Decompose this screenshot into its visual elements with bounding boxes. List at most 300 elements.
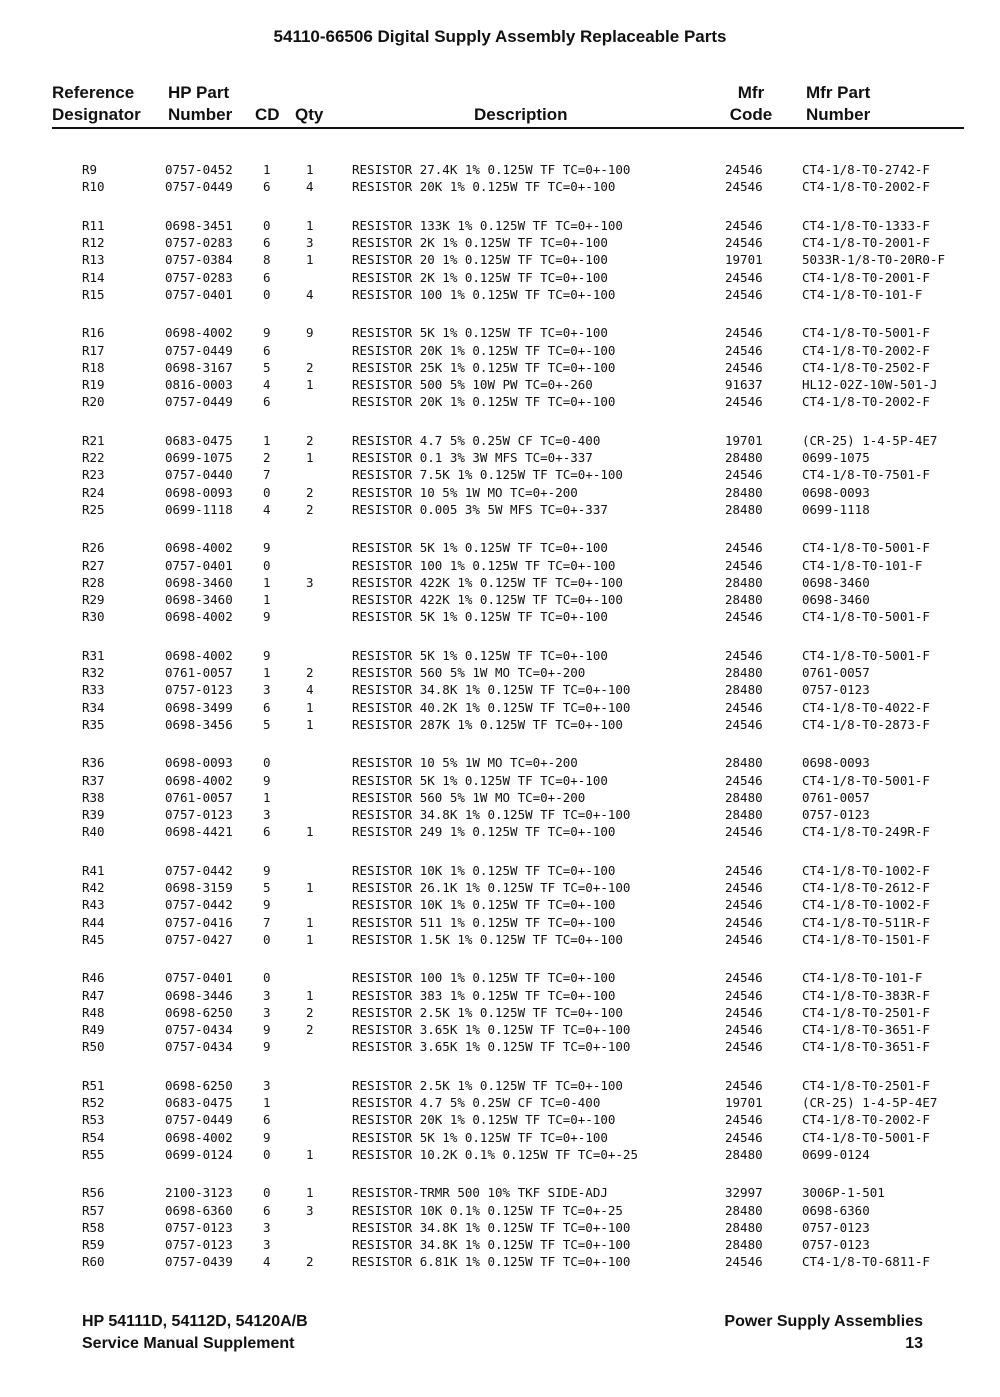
ref-cell: R34: [82, 699, 105, 715]
header-mfrpart-line2: Number: [806, 105, 871, 124]
cd-cell: 4: [263, 377, 271, 392]
ref-cell: R41: [82, 862, 105, 878]
mfr-part-cell: CT4-1/8-T0-383R-F: [802, 987, 930, 1003]
ref-cell: R25: [82, 501, 105, 517]
mfr-part-cell: CT4-1/8-T0-249R-F: [802, 824, 930, 840]
ref-cell: R48: [82, 1004, 105, 1020]
mfr-part-cell: CT4-1/8-T0-3651-F: [802, 1039, 930, 1055]
part-number-cell: 0698-4002: [165, 772, 233, 788]
part-number-cell: 0757-0439: [165, 1254, 233, 1270]
mfr-part-cell: CT4-1/8-T0-2002-F: [802, 342, 930, 358]
description-cell: RESISTOR 20K 1% 0.125W TF TC=0+-100: [352, 342, 616, 358]
cd-cell: 6: [263, 699, 271, 715]
qty-cell: 1: [306, 1146, 314, 1162]
mfr-part-cell: CT4-1/8-T0-4022-F: [802, 699, 930, 715]
description-cell: RESISTOR 34.8K 1% 0.125W TF TC=0+-100: [352, 1237, 631, 1252]
ref-cell: R53: [82, 1112, 105, 1128]
part-number-cell: 0698-4421: [165, 824, 233, 840]
ref-cell: R27: [82, 557, 105, 573]
qty-cell: 1: [306, 162, 314, 177]
cd-cell: 9: [263, 325, 271, 341]
part-number-cell: 0757-0283: [165, 235, 233, 251]
qty-cell: 1: [306, 931, 314, 947]
part-number-cell: 0757-0384: [165, 252, 233, 268]
description-cell: RESISTOR 34.8K 1% 0.125W TF TC=0+-100: [352, 807, 631, 822]
footer-manual-line: Service Manual Supplement: [82, 1335, 295, 1352]
cd-cell: 6: [263, 824, 271, 840]
cd-cell: 9: [263, 897, 271, 913]
qty-cell: 2: [306, 1254, 314, 1270]
ref-cell: R46: [82, 970, 105, 986]
qty-cell: 1: [306, 699, 314, 715]
ref-cell: R12: [82, 235, 105, 251]
part-number-cell: 0698-6360: [165, 1202, 233, 1218]
part-number-cell: 0698-3456: [165, 716, 233, 732]
mfr-code-cell: 24546: [725, 931, 763, 947]
mfr-code-cell: 28480: [725, 755, 763, 771]
mfr-part-cell: 0698-3460: [802, 574, 870, 590]
header-hp-line2: Number: [168, 105, 233, 124]
cd-cell: 3: [263, 987, 271, 1003]
cd-cell: 9: [263, 772, 271, 788]
mfr-code-cell: 24546: [725, 914, 763, 930]
ref-cell: R58: [82, 1219, 105, 1235]
part-number-cell: 0761-0057: [165, 665, 233, 681]
cd-cell: 0: [263, 931, 271, 947]
part-number-cell: 0698-4002: [165, 1129, 233, 1145]
mfr-part-cell: 0699-0124: [802, 1146, 870, 1162]
ref-cell: R10: [82, 179, 105, 195]
description-cell: RESISTOR 2K 1% 0.125W TF TC=0+-100: [352, 235, 608, 251]
ref-cell: R35: [82, 716, 105, 732]
footer-section-name: Power Supply Assemblies: [724, 1313, 923, 1330]
mfr-part-cell: CT4-1/8-T0-5001-F: [802, 647, 930, 663]
mfr-part-cell: CT4-1/8-T0-5001-F: [802, 609, 930, 625]
ref-cell: R18: [82, 359, 105, 375]
description-cell: RESISTOR 422K 1% 0.125W TF TC=0+-100: [352, 574, 623, 590]
cd-cell: 4: [263, 501, 271, 517]
ref-cell: R15: [82, 286, 105, 302]
cd-cell: 3: [263, 1219, 271, 1235]
ref-cell: R44: [82, 914, 105, 930]
description-cell: RESISTOR 5K 1% 0.125W TF TC=0+-100: [352, 325, 608, 341]
mfr-part-cell: 0699-1075: [802, 450, 870, 466]
description-cell: RESISTOR 20 1% 0.125W TF TC=0+-100: [352, 252, 608, 268]
mfr-part-cell: 0757-0123: [802, 1219, 870, 1235]
qty-cell: 1: [306, 377, 314, 392]
mfr-code-cell: 28480: [725, 1237, 763, 1252]
mfr-code-cell: 24546: [725, 394, 763, 410]
cd-cell: 6: [263, 394, 271, 410]
description-cell: RESISTOR 25K 1% 0.125W TF TC=0+-100: [352, 359, 616, 375]
mfr-part-cell: CT4-1/8-T0-5001-F: [802, 772, 930, 788]
ref-cell: R59: [82, 1237, 105, 1252]
mfr-code-cell: 24546: [725, 1004, 763, 1020]
part-number-cell: 0698-6250: [165, 1077, 233, 1093]
description-cell: RESISTOR 20K 1% 0.125W TF TC=0+-100: [352, 179, 616, 195]
part-number-cell: 0757-0416: [165, 914, 233, 930]
description-cell: RESISTOR 10 5% 1W MO TC=0+-200: [352, 755, 578, 771]
cd-cell: 9: [263, 647, 271, 663]
mfr-part-cell: 0698-0093: [802, 755, 870, 771]
cd-cell: 0: [263, 970, 271, 986]
mfr-code-cell: 24546: [725, 1022, 763, 1037]
mfr-part-cell: 0757-0123: [802, 1237, 870, 1252]
cd-cell: 3: [263, 682, 271, 698]
description-cell: RESISTOR 100 1% 0.125W TF TC=0+-100: [352, 557, 616, 573]
mfr-part-cell: CT4-1/8-T0-2001-F: [802, 235, 930, 251]
part-number-cell: 0757-0442: [165, 897, 233, 913]
part-number-cell: 0698-4002: [165, 325, 233, 341]
ref-cell: R50: [82, 1039, 105, 1055]
part-number-cell: 0757-0283: [165, 269, 233, 285]
description-cell: RESISTOR 5K 1% 0.125W TF TC=0+-100: [352, 647, 608, 663]
mfr-code-cell: 19701: [725, 1095, 763, 1111]
mfr-code-cell: 28480: [725, 450, 763, 466]
part-number-cell: 0757-0449: [165, 179, 233, 195]
description-cell: RESISTOR 10 5% 1W MO TC=0+-200: [352, 484, 578, 500]
ref-cell: R57: [82, 1202, 105, 1218]
cd-cell: 0: [263, 557, 271, 573]
part-number-cell: 0683-0475: [165, 432, 233, 448]
qty-cell: 1: [306, 252, 314, 268]
part-number-cell: 0757-0452: [165, 162, 233, 177]
cd-cell: 9: [263, 609, 271, 625]
ref-cell: R28: [82, 574, 105, 590]
mfr-code-cell: 24546: [725, 1129, 763, 1145]
mfr-part-cell: (CR-25) 1-4-5P-4E7: [802, 1095, 938, 1111]
cd-cell: 0: [263, 1146, 271, 1162]
qty-cell: 1: [306, 716, 314, 732]
mfr-code-cell: 24546: [725, 970, 763, 986]
ref-cell: R43: [82, 897, 105, 913]
mfr-part-cell: CT4-1/8-T0-2873-F: [802, 716, 930, 732]
mfr-part-cell: CT4-1/8-T0-1002-F: [802, 897, 930, 913]
description-cell: RESISTOR 7.5K 1% 0.125W TF TC=0+-100: [352, 467, 623, 483]
mfr-code-cell: 24546: [725, 1077, 763, 1093]
ref-cell: R20: [82, 394, 105, 410]
qty-cell: 1: [306, 987, 314, 1003]
cd-cell: 1: [263, 574, 271, 590]
ref-cell: R19: [82, 377, 105, 392]
mfr-code-cell: 24546: [725, 1254, 763, 1270]
ref-cell: R30: [82, 609, 105, 625]
description-cell: RESISTOR 560 5% 1W MO TC=0+-200: [352, 789, 586, 805]
ref-cell: R22: [82, 450, 105, 466]
part-number-cell: 0698-3460: [165, 592, 233, 607]
cd-cell: 1: [263, 162, 271, 177]
qty-cell: 1: [306, 450, 314, 466]
cd-cell: 1: [263, 1095, 271, 1111]
qty-cell: 1: [306, 217, 314, 233]
qty-cell: 2: [306, 1004, 314, 1020]
mfr-part-cell: CT4-1/8-T0-101-F: [802, 557, 923, 573]
part-number-cell: 0757-0123: [165, 807, 233, 822]
qty-cell: 1: [306, 880, 314, 896]
mfr-code-cell: 24546: [725, 467, 763, 483]
mfr-part-cell: CT4-1/8-T0-1002-F: [802, 862, 930, 878]
cd-cell: 3: [263, 1077, 271, 1093]
description-cell: RESISTOR 511 1% 0.125W TF TC=0+-100: [352, 914, 616, 930]
part-number-cell: 0757-0449: [165, 394, 233, 410]
description-cell: RESISTOR 5K 1% 0.125W TF TC=0+-100: [352, 772, 608, 788]
description-cell: RESISTOR 0.1 3% 3W MFS TC=0+-337: [352, 450, 593, 466]
mfr-part-cell: CT4-1/8-T0-2501-F: [802, 1077, 930, 1093]
description-cell: RESISTOR 34.8K 1% 0.125W TF TC=0+-100: [352, 1219, 631, 1235]
description-cell: RESISTOR 26.1K 1% 0.125W TF TC=0+-100: [352, 880, 631, 896]
cd-cell: 6: [263, 1112, 271, 1128]
description-cell: RESISTOR-TRMR 500 10% TKF SIDE-ADJ: [352, 1185, 608, 1201]
cd-cell: 4: [263, 1254, 271, 1270]
mfr-code-cell: 28480: [725, 1219, 763, 1235]
qty-cell: 3: [306, 574, 314, 590]
description-cell: RESISTOR 10K 1% 0.125W TF TC=0+-100: [352, 897, 616, 913]
mfr-code-cell: 28480: [725, 1146, 763, 1162]
description-cell: RESISTOR 5K 1% 0.125W TF TC=0+-100: [352, 1129, 608, 1145]
part-number-cell: 0757-0440: [165, 467, 233, 483]
mfr-code-cell: 19701: [725, 252, 763, 268]
cd-cell: 1: [263, 665, 271, 681]
qty-cell: 4: [306, 179, 314, 195]
qty-cell: 3: [306, 235, 314, 251]
part-number-cell: 0699-1118: [165, 501, 233, 517]
mfr-part-cell: CT4-1/8-T0-2612-F: [802, 880, 930, 896]
header-mfr-line1: Mfr: [737, 83, 765, 102]
description-cell: RESISTOR 4.7 5% 0.25W CF TC=0-400: [352, 432, 601, 448]
mfr-code-cell: 24546: [725, 699, 763, 715]
part-number-cell: 0757-0449: [165, 1112, 233, 1128]
part-number-cell: 0761-0057: [165, 789, 233, 805]
ref-cell: R16: [82, 325, 105, 341]
mfr-part-cell: 0699-1118: [802, 501, 870, 517]
cd-cell: 9: [263, 1129, 271, 1145]
mfr-part-cell: CT4-1/8-T0-6811-F: [802, 1254, 930, 1270]
mfr-code-cell: 24546: [725, 342, 763, 358]
mfr-code-cell: 28480: [725, 1202, 763, 1218]
mfr-code-cell: 24546: [725, 862, 763, 878]
description-cell: RESISTOR 2K 1% 0.125W TF TC=0+-100: [352, 269, 608, 285]
mfr-code-cell: 28480: [725, 807, 763, 822]
mfr-code-cell: 28480: [725, 682, 763, 698]
part-number-cell: 2100-3123: [165, 1185, 233, 1201]
part-number-cell: 0757-0427: [165, 931, 233, 947]
mfr-code-cell: 24546: [725, 269, 763, 285]
description-cell: RESISTOR 0.005 3% 5W MFS TC=0+-337: [352, 501, 608, 517]
qty-cell: 4: [306, 682, 314, 698]
qty-cell: 2: [306, 484, 314, 500]
mfr-code-cell: 32997: [725, 1185, 763, 1201]
part-number-cell: 0757-0123: [165, 1219, 233, 1235]
mfr-part-cell: CT4-1/8-T0-2501-F: [802, 1004, 930, 1020]
ref-cell: R14: [82, 269, 105, 285]
description-cell: RESISTOR 422K 1% 0.125W TF TC=0+-100: [352, 592, 623, 607]
part-number-cell: 0698-3451: [165, 217, 233, 233]
part-number-cell: 0757-0123: [165, 682, 233, 698]
mfr-code-cell: 24546: [725, 325, 763, 341]
part-number-cell: 0698-3159: [165, 880, 233, 896]
ref-cell: R47: [82, 987, 105, 1003]
description-cell: RESISTOR 1.5K 1% 0.125W TF TC=0+-100: [352, 931, 623, 947]
ref-cell: R17: [82, 342, 105, 358]
mfr-code-cell: 24546: [725, 987, 763, 1003]
description-cell: RESISTOR 20K 1% 0.125W TF TC=0+-100: [352, 1112, 616, 1128]
mfr-part-cell: 3006P-1-501: [802, 1185, 885, 1201]
mfr-part-cell: CT4-1/8-T0-2742-F: [802, 162, 930, 177]
qty-cell: 9: [306, 325, 314, 341]
part-number-cell: 0698-3460: [165, 574, 233, 590]
mfr-part-cell: CT4-1/8-T0-2502-F: [802, 359, 930, 375]
mfr-code-cell: 24546: [725, 179, 763, 195]
description-cell: RESISTOR 249 1% 0.125W TF TC=0+-100: [352, 824, 616, 840]
mfr-part-cell: 0761-0057: [802, 665, 870, 681]
cd-cell: 0: [263, 286, 271, 302]
ref-cell: R33: [82, 682, 105, 698]
mfr-part-cell: CT4-1/8-T0-3651-F: [802, 1022, 930, 1037]
mfr-part-cell: HL12-02Z-10W-501-J: [802, 377, 938, 392]
cd-cell: 1: [263, 592, 271, 607]
cd-cell: 3: [263, 807, 271, 822]
part-number-cell: 0698-3167: [165, 359, 233, 375]
ref-cell: R56: [82, 1185, 105, 1201]
mfr-part-cell: 0761-0057: [802, 789, 870, 805]
mfr-code-cell: 24546: [725, 235, 763, 251]
cd-cell: 7: [263, 467, 271, 483]
part-number-cell: 0698-4002: [165, 540, 233, 556]
mfr-part-cell: CT4-1/8-T0-1501-F: [802, 931, 930, 947]
cd-cell: 0: [263, 484, 271, 500]
header-ref-line2: Designator: [52, 105, 141, 124]
part-number-cell: 0698-4002: [165, 647, 233, 663]
cd-cell: 6: [263, 342, 271, 358]
mfr-code-cell: 28480: [725, 484, 763, 500]
ref-cell: R54: [82, 1129, 105, 1145]
header-cd: CD: [255, 105, 280, 124]
ref-cell: R9: [82, 162, 98, 177]
mfr-part-cell: CT4-1/8-T0-5001-F: [802, 325, 930, 341]
part-number-cell: 0698-4002: [165, 609, 233, 625]
mfr-code-cell: 28480: [725, 501, 763, 517]
qty-cell: 2: [306, 359, 314, 375]
cd-cell: 0: [263, 1185, 271, 1201]
mfr-part-cell: 0757-0123: [802, 807, 870, 822]
mfr-part-cell: (CR-25) 1-4-5P-4E7: [802, 432, 938, 448]
mfr-code-cell: 24546: [725, 609, 763, 625]
mfr-part-cell: CT4-1/8-T0-1333-F: [802, 217, 930, 233]
page-number: 13: [905, 1335, 923, 1352]
qty-cell: 1: [306, 914, 314, 930]
description-cell: RESISTOR 20K 1% 0.125W TF TC=0+-100: [352, 394, 616, 410]
ref-cell: R40: [82, 824, 105, 840]
footer-model-line: HP 54111D, 54112D, 54120A/B: [82, 1313, 308, 1330]
description-cell: RESISTOR 383 1% 0.125W TF TC=0+-100: [352, 987, 616, 1003]
footer-right: [660, 1311, 923, 1355]
qty-cell: 2: [306, 501, 314, 517]
mfr-part-cell: CT4-1/8-T0-2002-F: [802, 394, 930, 410]
mfr-part-cell: CT4-1/8-T0-511R-F: [802, 914, 930, 930]
mfr-code-cell: 24546: [725, 162, 763, 177]
part-number-cell: 0699-1075: [165, 450, 233, 466]
cd-cell: 9: [263, 862, 271, 878]
description-cell: RESISTOR 4.7 5% 0.25W CF TC=0-400: [352, 1095, 601, 1111]
description-cell: RESISTOR 5K 1% 0.125W TF TC=0+-100: [352, 609, 608, 625]
description-cell: RESISTOR 100 1% 0.125W TF TC=0+-100: [352, 970, 616, 986]
mfr-part-cell: CT4-1/8-T0-101-F: [802, 286, 923, 302]
mfr-part-cell: 5033R-1/8-T0-20R0-F: [802, 252, 945, 268]
mfr-part-cell: CT4-1/8-T0-101-F: [802, 970, 923, 986]
mfr-code-cell: 24546: [725, 217, 763, 233]
cd-cell: 3: [263, 1004, 271, 1020]
mfr-code-cell: 24546: [725, 359, 763, 375]
mfr-code-cell: 24546: [725, 880, 763, 896]
part-number-cell: 0757-0434: [165, 1039, 233, 1055]
mfr-code-cell: 24546: [725, 716, 763, 732]
header-mfr-line2: Code: [729, 105, 773, 124]
cd-cell: 7: [263, 914, 271, 930]
mfr-part-cell: CT4-1/8-T0-5001-F: [802, 1129, 930, 1145]
cd-cell: 5: [263, 880, 271, 896]
mfr-part-cell: CT4-1/8-T0-5001-F: [802, 540, 930, 556]
qty-cell: 2: [306, 432, 314, 448]
mfr-code-cell: 24546: [725, 540, 763, 556]
header-mfrpart-line1: Mfr Part: [806, 83, 871, 102]
mfr-code-cell: 24546: [725, 1112, 763, 1128]
cd-cell: 1: [263, 789, 271, 805]
part-number-cell: 0757-0401: [165, 286, 233, 302]
qty-cell: 3: [306, 1202, 314, 1218]
description-cell: RESISTOR 10.2K 0.1% 0.125W TF TC=0+-25: [352, 1146, 638, 1162]
description-cell: RESISTOR 3.65K 1% 0.125W TF TC=0+-100: [352, 1039, 631, 1055]
description-cell: RESISTOR 27.4K 1% 0.125W TF TC=0+-100: [352, 162, 631, 177]
ref-cell: R11: [82, 217, 105, 233]
cd-cell: 8: [263, 252, 271, 268]
mfr-part-cell: 0698-0093: [802, 484, 870, 500]
ref-cell: R51: [82, 1077, 105, 1093]
part-number-cell: 0699-0124: [165, 1146, 233, 1162]
cd-cell: 5: [263, 359, 271, 375]
part-number-cell: 0698-3446: [165, 987, 233, 1003]
mfr-part-cell: 0757-0123: [802, 682, 870, 698]
mfr-code-cell: 91637: [725, 377, 763, 392]
ref-cell: R36: [82, 755, 105, 771]
ref-cell: R38: [82, 789, 105, 805]
cd-cell: 0: [263, 217, 271, 233]
description-cell: RESISTOR 287K 1% 0.125W TF TC=0+-100: [352, 716, 623, 732]
ref-cell: R60: [82, 1254, 105, 1270]
cd-cell: 2: [263, 450, 271, 466]
part-number-cell: 0816-0003: [165, 377, 233, 392]
qty-cell: 1: [306, 824, 314, 840]
header-qty: Qty: [295, 105, 324, 124]
description-cell: RESISTOR 560 5% 1W MO TC=0+-200: [352, 665, 586, 681]
cd-cell: 9: [263, 1022, 271, 1037]
mfr-part-cell: 0698-3460: [802, 592, 870, 607]
mfr-part-cell: CT4-1/8-T0-2001-F: [802, 269, 930, 285]
description-cell: RESISTOR 6.81K 1% 0.125W TF TC=0+-100: [352, 1254, 631, 1270]
qty-cell: 2: [306, 665, 314, 681]
ref-cell: R23: [82, 467, 105, 483]
description-cell: RESISTOR 133K 1% 0.125W TF TC=0+-100: [352, 217, 623, 233]
part-number-cell: 0683-0475: [165, 1095, 233, 1111]
qty-cell: 2: [306, 1022, 314, 1037]
ref-cell: R29: [82, 592, 105, 607]
cd-cell: 3: [263, 1237, 271, 1252]
cd-cell: 0: [263, 755, 271, 771]
cd-cell: 6: [263, 179, 271, 195]
ref-cell: R21: [82, 432, 105, 448]
ref-cell: R39: [82, 807, 105, 822]
ref-cell: R49: [82, 1022, 105, 1037]
ref-cell: R37: [82, 772, 105, 788]
